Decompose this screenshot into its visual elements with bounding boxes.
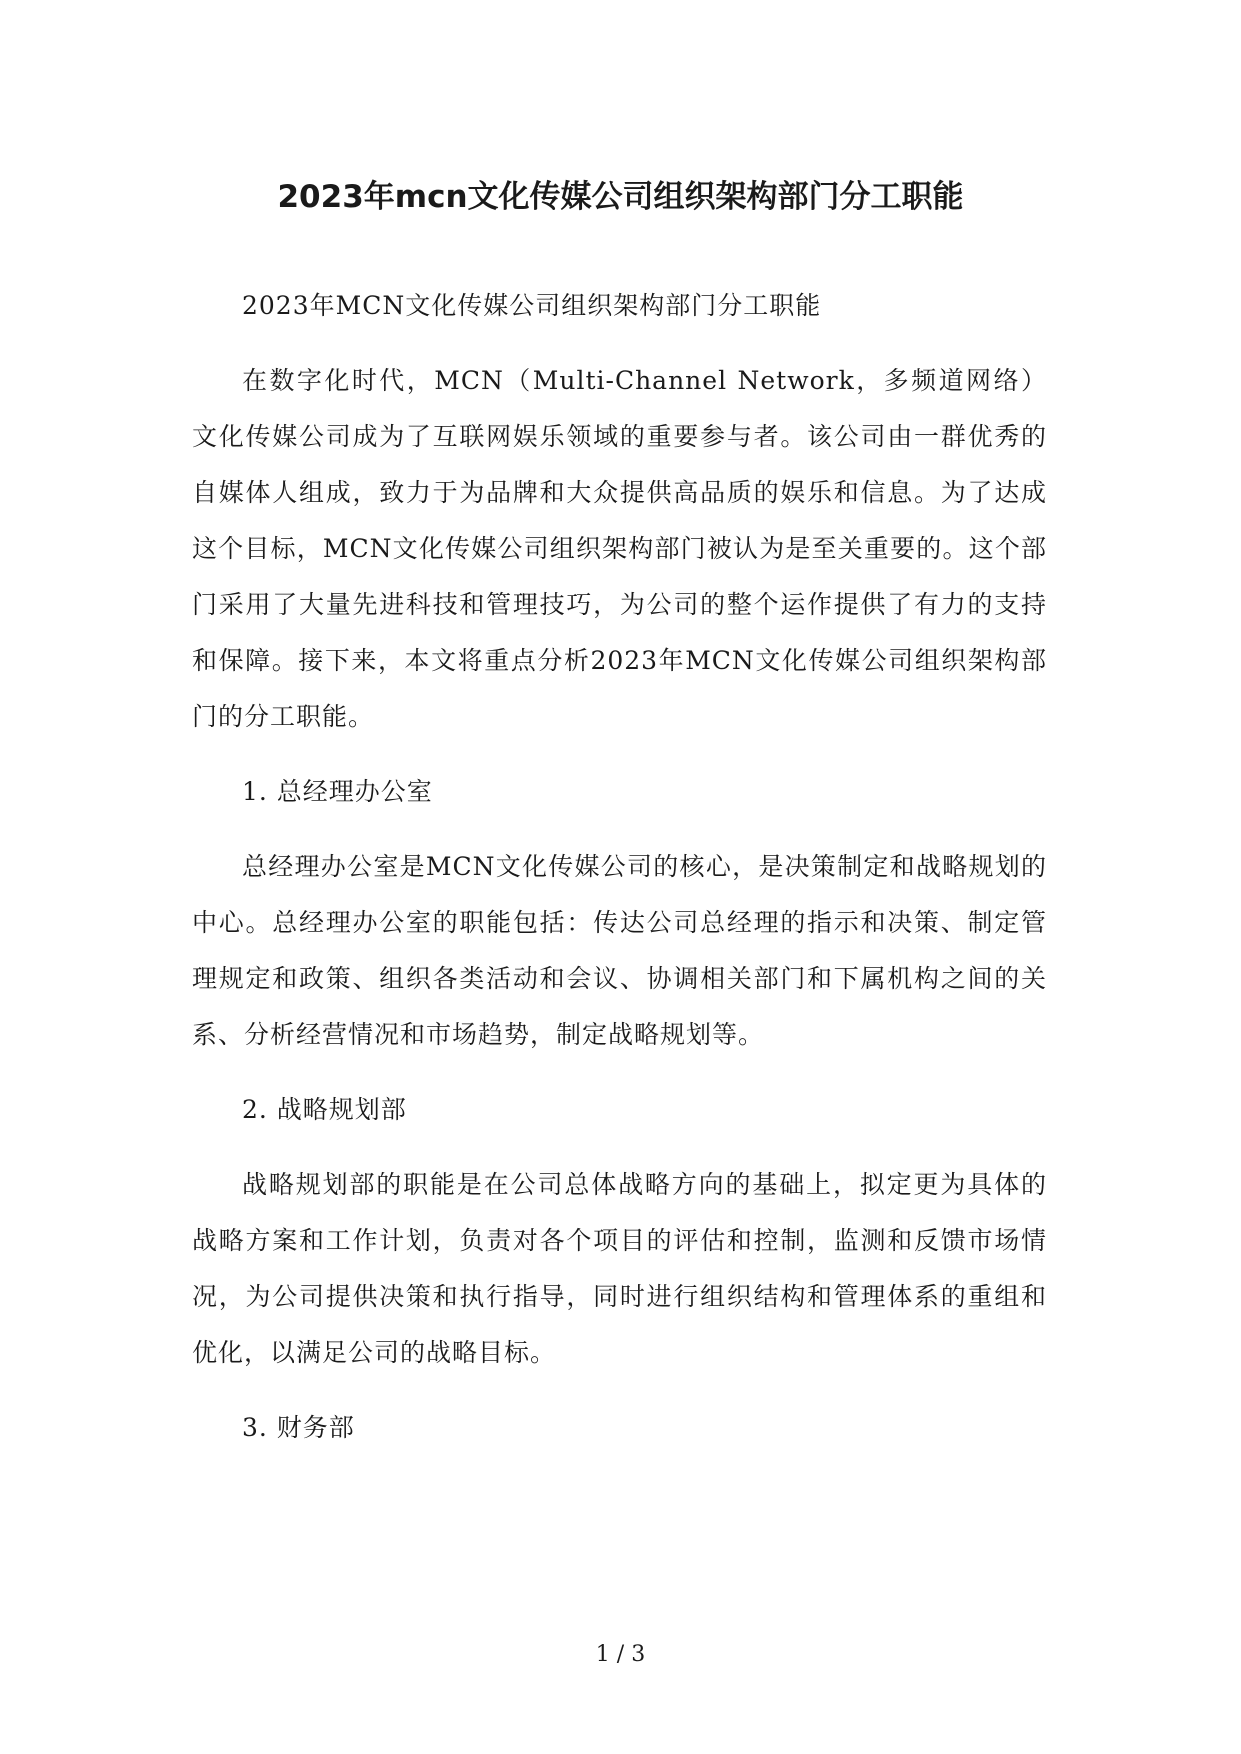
- intro-paragraph: 在数字化时代，MCN（Multi-Channel Network，多频道网络）文化传媒公司成为了互联网娱乐领域的重要参与者。该公司由一群优秀的自媒体人组成，致力于为品牌和大众提供高品质的娱乐和信息。为了达成这个目标，MCN文化传媒公司组织架构部门被认为是至关重要的。这个部门采用了大量先进科技和管理技巧，为公司的整个运作提供了有力的支持和保障。接下来，本文将重点分析2023年MCN文化传媒公司组织架构部门的分工职能。: [192, 366, 1047, 731]
- page-number: 1 / 3: [595, 1642, 646, 1667]
- section-heading-2: 2. 战略规划部: [242, 1095, 407, 1124]
- section-body-2: 战略规划部的职能是在公司总体战略方向的基础上，拟定更为具体的战略方案和工作计划，负责对各个项目的评估和控制，监测和反馈市场情况，为公司提供决策和执行指导，同时进行组织结构和管理体系的重组和优化，以满足公司的战略目标。: [192, 1170, 1047, 1367]
- subtitle-paragraph: 2023年MCN文化传媒公司组织架构部门分工职能: [242, 291, 822, 320]
- document-title: 2023年mcn文化传媒公司组织架构部门分工职能: [277, 179, 964, 215]
- section-heading-1: 1. 总经理办公室: [242, 777, 433, 806]
- section-heading-3: 3. 财务部: [242, 1413, 355, 1442]
- section-body-1: 总经理办公室是MCN文化传媒公司的核心，是决策制定和战略规划的中心。总经理办公室的职能包括：传达公司总经理的指示和决策、制定管理规定和政策、组织各类活动和会议、协调相关部门和下属机构之间的关系、分析经营情况和市场趋势，制定战略规划等。: [192, 852, 1047, 1049]
- document-body: [192, 278, 1047, 1475]
